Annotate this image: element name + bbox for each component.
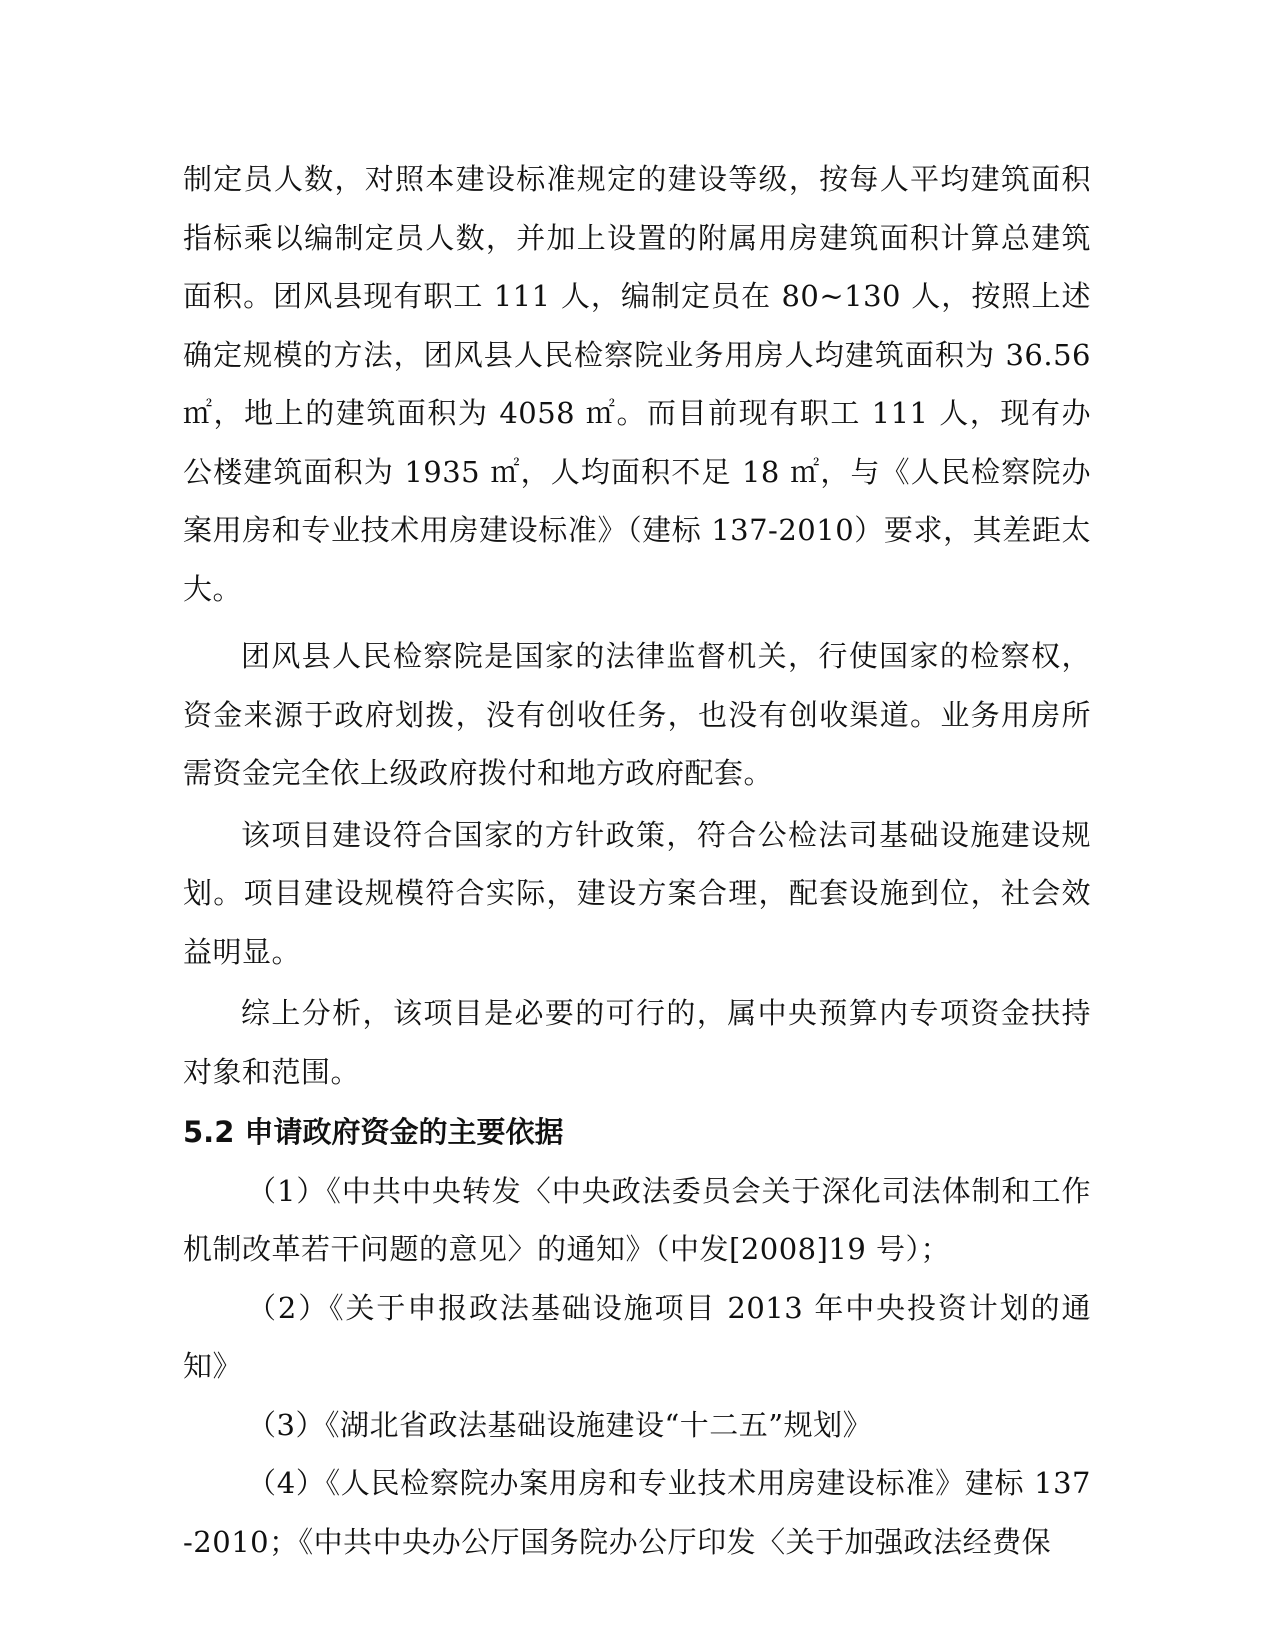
basis-item-2: （2）《关于申报政法基础设施项目 2013 年中央投资计划的通知》 [183,1290,1091,1383]
paragraph-funding-source: 团风县人民检察院是国家的法律监督机关，行使国家的检察权，资金来源于政府划拨，没有创收任务，也没有创收渠道。业务用房所需资金完全依上级政府拨付和地方政府配套。 [183,639,1091,790]
paragraph-policy-compliance: 该项目建设符合国家的方针政策，符合公检法司基础设施建设规划。项目建设规模符合实际，建设方案合理，配套设施到位，社会效益明显。 [183,817,1091,969]
basis-item-3: （3）《湖北省政法基础设施建设“十二五”规划》 [247,1407,873,1442]
section-heading: 5.2 申请政府资金的主要依据 [183,1115,564,1149]
document-page [183,150,1091,1571]
paragraph-conclusion: 综上分析，该项目是必要的可行的，属中央预算内专项资金扶持对象和范围。 [183,996,1091,1089]
basis-item-1: （1）《中共中央转发〈中央政法委员会关于深化司法体制和工作机制改革若干问题的意见〉的通知》（中发[2008]19 号）； [183,1173,1091,1266]
paragraph-building-scale: 制定员人数，对照本建设标准规定的建设等级，按每人平均建筑面积指标乘以编制定员人数，并加上设置的附属用房建筑面积计算总建筑面积。团风县现有职工 111 人，编制定员在 80~130 人，按照上述确定规模的方法，团风县人民检察院业务用房人均建筑面积为 36.56 ㎡，地上的建筑面积为 4058 ㎡。而目前现有职工 111 人，现有办公楼建筑面积为 1935 ㎡，人均面积不足 18 ㎡，与《人民检察院办案用房和专业技术用房建设标准》（建标 137-2010）要求，其差距太大。 [183,162,1091,606]
basis-item-4: （4）《人民检察院办案用房和专业技术用房建设标准》建标 137-2010；《中共中央办公厅国务院办公厅印发〈关于加强政法经费保 [183,1466,1091,1559]
